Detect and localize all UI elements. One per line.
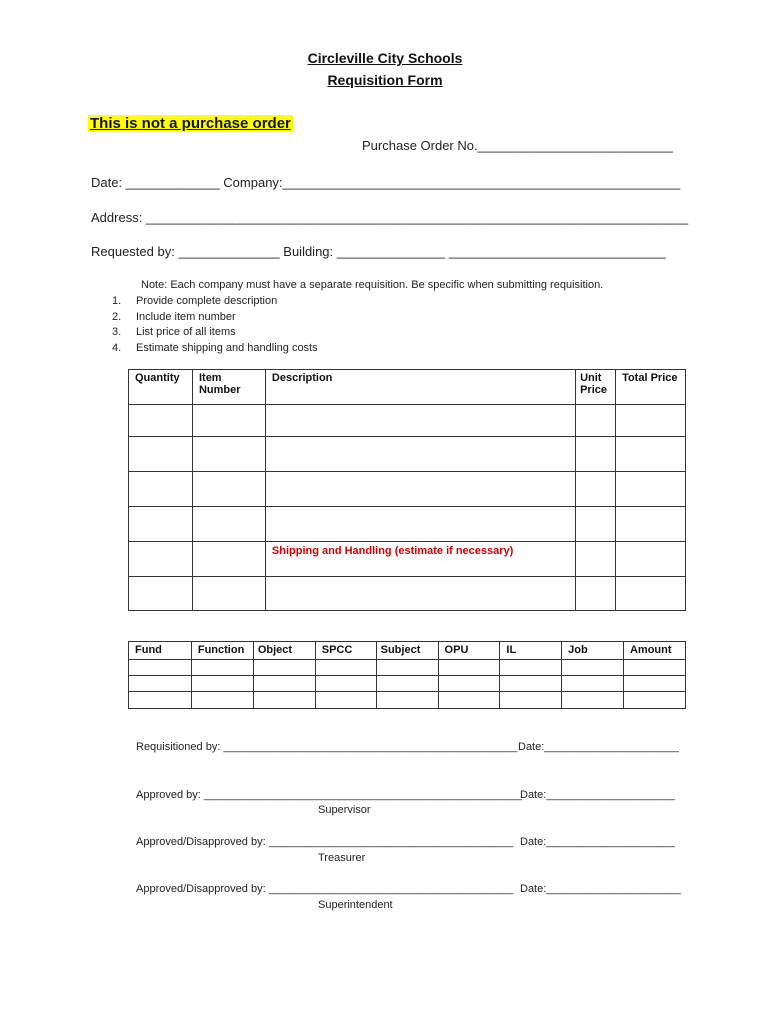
total-price-cell[interactable] (616, 472, 686, 507)
list-item-number: 2. (112, 310, 122, 323)
unit-price-cell[interactable] (576, 472, 616, 507)
subject-cell[interactable] (376, 692, 438, 709)
table-row (129, 405, 686, 437)
item-number-cell[interactable] (192, 542, 265, 577)
object-cell[interactable] (253, 660, 315, 676)
superintendent-approval-line[interactable]: Approved/Disapproved by: ________________________________________ (136, 883, 514, 895)
unit-price-cell[interactable] (576, 437, 616, 472)
list-item-text: Include item number (136, 310, 236, 323)
unit-price-cell[interactable] (576, 507, 616, 542)
item-number-header (192, 370, 265, 405)
description-cell[interactable] (265, 507, 575, 542)
not-po-banner (88, 115, 293, 133)
quantity-cell[interactable] (129, 472, 193, 507)
list-item-text: Provide complete description (136, 295, 278, 307)
unit-price-cell[interactable] (576, 542, 616, 577)
total-price-cell[interactable] (616, 405, 686, 437)
items-header-row (129, 370, 686, 405)
function-cell[interactable] (191, 660, 253, 676)
item-number-header-line2: Number (198, 384, 241, 396)
amount-cell[interactable] (623, 660, 685, 676)
unit-price-header-line1: Unit (580, 372, 602, 384)
total-price-cell[interactable] (616, 542, 686, 577)
opu-cell[interactable] (438, 692, 500, 709)
unit-price-header-line2: Price (580, 384, 607, 396)
subject-cell[interactable] (376, 660, 438, 676)
list-item (112, 295, 318, 311)
quantity-cell[interactable] (129, 507, 193, 542)
object-header: Object (253, 642, 315, 660)
description-cell[interactable] (265, 472, 575, 507)
opu-header: OPU (438, 642, 500, 660)
instruction-list (112, 295, 318, 357)
quantity-cell[interactable] (129, 405, 193, 437)
not-po-banner-text: This is not a purchase order (90, 115, 291, 132)
list-item-number: 1. (112, 295, 122, 307)
table-row (129, 577, 686, 611)
total-price-cell[interactable] (616, 577, 686, 611)
requisitioned-by-line[interactable]: Requisitioned by: ________________________________________________ (136, 741, 518, 753)
items-table (128, 369, 686, 611)
opu-cell[interactable] (438, 660, 500, 676)
table-row (129, 660, 686, 676)
approved-date-line[interactable]: Date:_____________________ (520, 789, 675, 801)
supervisor-label: Supervisor (318, 804, 371, 816)
amount-cell[interactable] (623, 692, 685, 709)
shipping-row (129, 542, 686, 577)
treasurer-date-line[interactable]: Date:_____________________ (520, 836, 675, 848)
unit-price-cell[interactable] (576, 405, 616, 437)
description-cell[interactable] (265, 577, 575, 611)
list-item-number: 3. (112, 326, 122, 338)
item-number-cell[interactable] (192, 472, 265, 507)
approved-by-line[interactable]: Approved by: ____________________________________________________ (136, 789, 522, 801)
description-cell[interactable] (265, 405, 575, 437)
list-item-number: 4. (112, 341, 122, 354)
requested-building-field[interactable]: Requested by: ______________ Building: _______________ ______________________________ (91, 244, 666, 259)
il-header: IL (500, 642, 562, 660)
total-price-cell[interactable] (616, 437, 686, 472)
total-price-cell[interactable] (616, 507, 686, 542)
job-cell[interactable] (562, 660, 624, 676)
amount-header: Amount (623, 642, 685, 660)
job-cell[interactable] (562, 676, 624, 692)
function-cell[interactable] (191, 692, 253, 709)
spcc-header: SPCC (315, 642, 376, 660)
table-row (129, 437, 686, 472)
spcc-cell[interactable] (315, 692, 376, 709)
job-cell[interactable] (562, 692, 624, 709)
job-header: Job (562, 642, 624, 660)
spcc-cell[interactable] (315, 660, 376, 676)
subject-cell[interactable] (376, 676, 438, 692)
list-item-text: Estimate shipping and handling costs (136, 341, 318, 354)
shipping-label: Shipping and Handling (estimate if necessary) (271, 545, 514, 557)
spcc-cell[interactable] (315, 676, 376, 692)
school-name: Circleville City Schools (307, 50, 463, 66)
list-item-text: List price of all items (136, 326, 236, 338)
note-text: Note: Each company must have a separate requisition. Be specific when submitting requisition. (141, 279, 604, 291)
requisitioned-date-line[interactable]: Date:______________________ (518, 741, 679, 753)
function-header: Function (191, 642, 253, 660)
amount-cell[interactable] (623, 676, 685, 692)
list-item (112, 342, 318, 358)
subject-header: Subject (376, 642, 438, 660)
date-company-field[interactable]: Date: _____________ Company:_______________________________________________________ (91, 175, 681, 190)
purchase-order-field[interactable]: Purchase Order No.___________________________ (362, 138, 673, 153)
quantity-cell[interactable] (129, 577, 193, 611)
quantity-header: Quantity (129, 370, 193, 405)
il-cell[interactable] (500, 660, 562, 676)
function-cell[interactable] (191, 676, 253, 692)
fund-cell[interactable] (129, 676, 192, 692)
form-title: Requisition Form (327, 72, 443, 88)
item-number-cell[interactable] (192, 405, 265, 437)
quantity-cell[interactable] (129, 437, 193, 472)
description-cell[interactable] (265, 437, 575, 472)
account-header-row (129, 642, 686, 660)
unit-price-header (576, 370, 616, 405)
unit-price-cell[interactable] (576, 577, 616, 611)
total-price-header: Total Price (616, 370, 686, 405)
superintendent-label: Superintendent (318, 899, 393, 911)
fund-cell[interactable] (129, 692, 192, 709)
table-row (129, 676, 686, 692)
list-item (112, 326, 318, 342)
opu-cell[interactable] (438, 676, 500, 692)
il-cell[interactable] (500, 676, 562, 692)
shipping-description-cell (265, 542, 575, 577)
object-cell[interactable] (253, 676, 315, 692)
item-number-cell[interactable] (192, 577, 265, 611)
treasurer-approval-line[interactable]: Approved/Disapproved by: ________________________________________ (136, 836, 514, 848)
item-number-cell[interactable] (192, 437, 265, 472)
quantity-cell[interactable] (129, 542, 193, 577)
il-cell[interactable] (500, 692, 562, 709)
fund-header: Fund (129, 642, 192, 660)
treasurer-label: Treasurer (318, 852, 366, 864)
table-row (129, 472, 686, 507)
table-row (129, 692, 686, 709)
account-table (128, 641, 686, 709)
item-number-cell[interactable] (192, 507, 265, 542)
address-field[interactable]: Address: ___________________________________________________________________________ (91, 210, 689, 225)
superintendent-date-line[interactable]: Date:______________________ (520, 883, 681, 895)
item-number-header-line1: Item (198, 372, 222, 384)
list-item (112, 311, 318, 327)
description-header: Description (265, 370, 575, 405)
object-cell[interactable] (253, 692, 315, 709)
table-row (129, 507, 686, 542)
fund-cell[interactable] (129, 660, 192, 676)
